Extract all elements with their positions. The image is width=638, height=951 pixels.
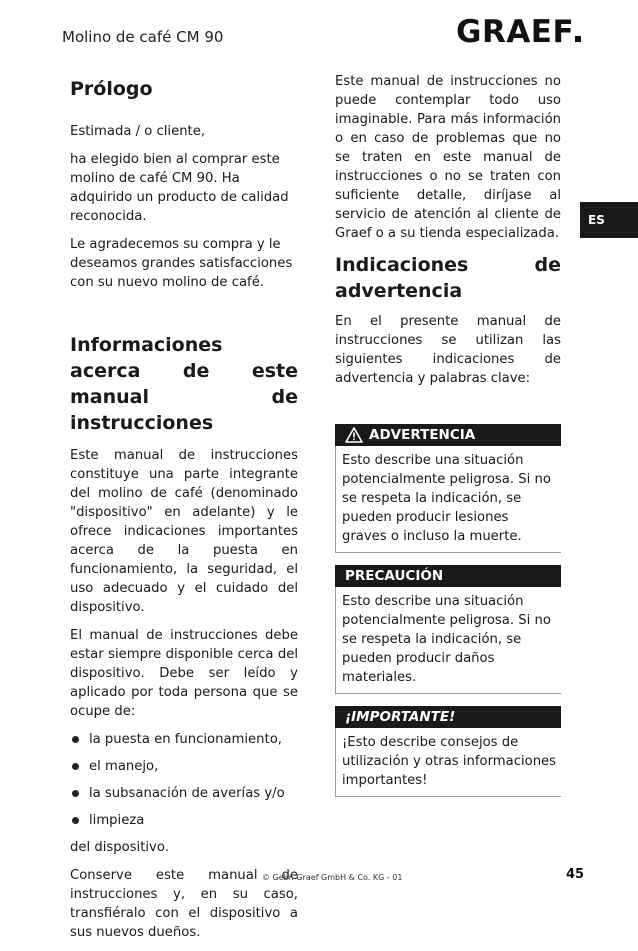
paragraph-intro: ha elegido bien al comprar este molino de café CM 90. Ha adquirido un producto de calidad reconocida. [70,152,289,224]
bullet-icon [72,790,79,797]
heading-warnings: Indicaciones de advertencia [335,254,561,302]
page-number: 45 [566,867,585,882]
left-column [70,72,298,951]
paragraph-manual-part: Este manual de instrucciones constituye una parte integrante del molino de café (denominado "dispositivo" en adelante) y le ofrece indicaciones importantes acerca de la puesta en funcionamiento, la seguridad, el uso adecuado y el cuidado del dispositivo. [70,448,298,615]
bullet-icon [72,736,79,743]
warning-box-importante [335,706,561,797]
warning-text: Esto describe una situación potencialmente peligrosa. Si no se respeta la indicación, se pueden producir lesiones graves o incluso la muerte. [342,453,551,544]
list-item-text: la subsanación de averías y/o [89,786,285,801]
footer-copyright: © Gebr. Graef GmbH & Co. KG - 01 [262,873,403,882]
list-item-text: el manejo, [89,759,159,774]
warning-box-advertencia [335,424,561,553]
logo-text: GRAEF [456,14,575,50]
paragraph-manual-available: El manual de instrucciones debe estar siempre disponible cerca del dispositivo. Debe ser leído y aplicado por toda persona que se ocupe de: [70,628,298,719]
paragraph-greeting: Estimada / o cliente, [70,124,206,139]
header-title: Molino de café CM 90 [62,28,224,46]
warning-header [335,424,561,446]
warning-label: ADVERTENCIA [369,427,476,443]
heading-prologo: Prólogo [70,78,153,100]
list-item [70,757,298,776]
list-item [70,730,298,749]
important-header [335,706,561,728]
heading-manual-info: Informaciones acerca de este manual de instrucciones [70,334,298,434]
important-label: ¡IMPORTANTE! [345,709,456,725]
warning-box-precaucion [335,565,561,694]
logo-dot [575,36,581,42]
right-column [335,72,561,809]
bullet-icon [72,763,79,770]
caution-header [335,565,561,587]
caution-body [335,587,561,694]
brand-logo [456,14,581,50]
paragraph-device: del dispositivo. [70,840,169,855]
bullet-list [70,730,298,830]
paragraph-warnings-intro: En el presente manual de instrucciones se utilizan las siguientes indicaciones de advertencia y palabras clave: [335,314,561,386]
paragraph-manual-scope: Este manual de instrucciones no puede contemplar todo uso imaginable. Para más información o en caso de problemas que no se traten en este manual de instrucciones o no se traten con suficiente detalle, diríjase al servicio de atención al cliente de Graef o a su tienda especializada. [335,74,561,241]
caution-text: Esto describe una situación potencialmente peligrosa. Si no se respeta la indicación, se pueden producir daños materiales. [342,594,551,685]
paragraph-keep-manual: Conserve este manual de instrucciones y, en su caso, transfiéralo con el dispositivo a sus nuevos dueños. [70,868,298,940]
warning-body [335,446,561,553]
important-body [335,728,561,797]
list-item-text: limpieza [89,813,145,828]
list-item [70,784,298,803]
warning-triangle-icon [345,427,363,443]
list-item [70,811,298,830]
important-text: ¡Esto describe consejos de utilización y otras informaciones importantes! [342,735,557,788]
language-tab: ES [580,202,638,238]
list-item-text: la puesta en funcionamiento, [89,732,282,747]
caution-label: PRECAUCIÓN [345,568,444,584]
bullet-icon [72,817,79,824]
paragraph-thanks: Le agradecemos su compra y le deseamos grandes satisfacciones con su nuevo molino de café. [70,237,293,290]
